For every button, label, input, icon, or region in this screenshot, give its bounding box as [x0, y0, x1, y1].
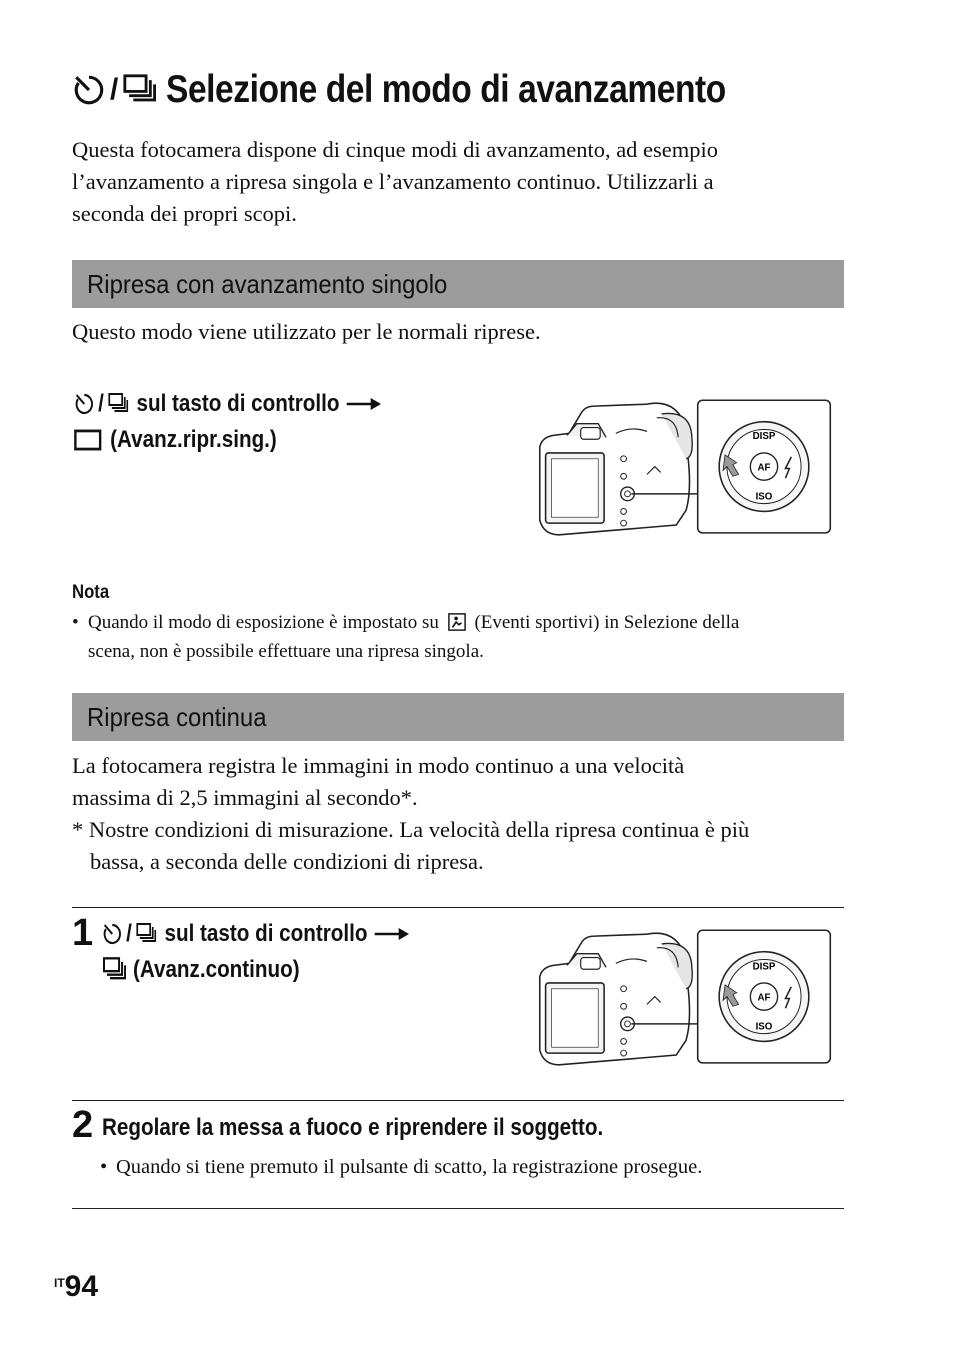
- footnote-line: bassa, a seconda delle condizioni di ripresa.: [90, 849, 484, 874]
- single-description: Questo modo viene utilizzato per le normali riprese.: [72, 319, 541, 344]
- footnote-line: * Nostre condizioni di misurazione. La velocità della ripresa continua è più: [72, 817, 750, 842]
- camera-illustration: [530, 398, 842, 540]
- self-timer-icon: [72, 73, 106, 107]
- slash-separator: /: [126, 920, 132, 947]
- divider: [72, 1208, 844, 1209]
- note-label: Nota: [72, 582, 110, 603]
- page-title-row: [72, 62, 817, 118]
- bullet: •: [100, 1156, 108, 1178]
- instruction-text: sul tasto di controllo: [136, 390, 340, 417]
- section-heading-label: Ripresa con avanzamento singolo: [87, 269, 448, 299]
- note-line: scena, non è possibile effettuare una ripresa singola.: [88, 641, 484, 662]
- dial-center-label: AF: [757, 992, 771, 1004]
- step1-line2: [102, 956, 300, 984]
- section-heading-label: Ripresa continua: [87, 702, 267, 732]
- dial-bottom-label: ISO: [755, 491, 773, 503]
- continuous-drive-icon: [135, 922, 156, 946]
- language-code: IT: [54, 1276, 65, 1290]
- dial-top-label: DISP: [752, 961, 776, 973]
- note-line: [72, 608, 847, 637]
- single-instruction-line1: [74, 390, 381, 418]
- bullet: •: [72, 612, 79, 633]
- page-number: [54, 1270, 98, 1304]
- intro-line: seconda dei propri scopi.: [72, 201, 297, 226]
- arrow-right-icon: [346, 397, 380, 411]
- arrow-right-icon: [374, 927, 408, 941]
- continuous-drive-icon: [122, 73, 156, 107]
- camera-illustration: [530, 928, 842, 1070]
- continuous-drive-icon: [107, 392, 128, 416]
- note-text-part: (Eventi sportivi) in Selezione della: [474, 612, 740, 633]
- instruction-text: (Avanz.continuo): [132, 956, 300, 983]
- dial-bottom-label: ISO: [755, 1021, 773, 1033]
- intro-line: Questa fotocamera dispone di cinque modi di avanzamento, ad esempio: [72, 137, 719, 162]
- self-timer-icon: [102, 922, 123, 946]
- note-text-part: Quando il modo di esposizione è impostato su: [88, 612, 439, 633]
- step1-line1: [102, 920, 409, 948]
- single-shooting-icon: [74, 429, 102, 451]
- step2-bullet: [100, 1152, 702, 1182]
- self-timer-icon: [74, 392, 95, 416]
- page-title: Selezione del modo di avanzamento: [166, 68, 727, 111]
- intro-line: l’avanzamento a ripresa singola e l’avanzamento continuo. Utilizzarli a: [72, 169, 714, 194]
- text-line: La fotocamera registra le immagini in modo continuo a una velocità: [72, 753, 685, 778]
- step-number: 1: [72, 912, 94, 954]
- instruction-text: (Avanz.ripr.sing.): [110, 426, 277, 453]
- intro-paragraph: [72, 134, 852, 230]
- step-number: 2: [72, 1104, 94, 1146]
- slash-separator: /: [98, 390, 104, 417]
- section-heading-continuous: [72, 693, 844, 741]
- sports-action-icon: [448, 613, 466, 631]
- note-text: [72, 608, 847, 666]
- page-number-value: 94: [64, 1270, 99, 1303]
- single-instruction-line2: [74, 426, 277, 454]
- section-heading-single: [72, 260, 844, 308]
- step2-title: Regolare la messa a fuoco e riprendere il soggetto.: [102, 1114, 604, 1141]
- dial-top-label: DISP: [752, 431, 776, 443]
- bullet-text: Quando si tiene premuto il pulsante di scatto, la registrazione prosegue.: [116, 1156, 703, 1178]
- slash-separator: /: [110, 73, 119, 106]
- instruction-text: sul tasto di controllo: [164, 920, 368, 947]
- title-icons: [72, 73, 156, 107]
- dial-center-label: AF: [757, 462, 771, 474]
- continuous-drive-icon: [102, 956, 126, 984]
- divider: [72, 907, 844, 908]
- text-line: massima di 2,5 immagini al secondo*.: [72, 785, 418, 810]
- divider: [72, 1100, 844, 1101]
- continuous-description: [72, 750, 852, 878]
